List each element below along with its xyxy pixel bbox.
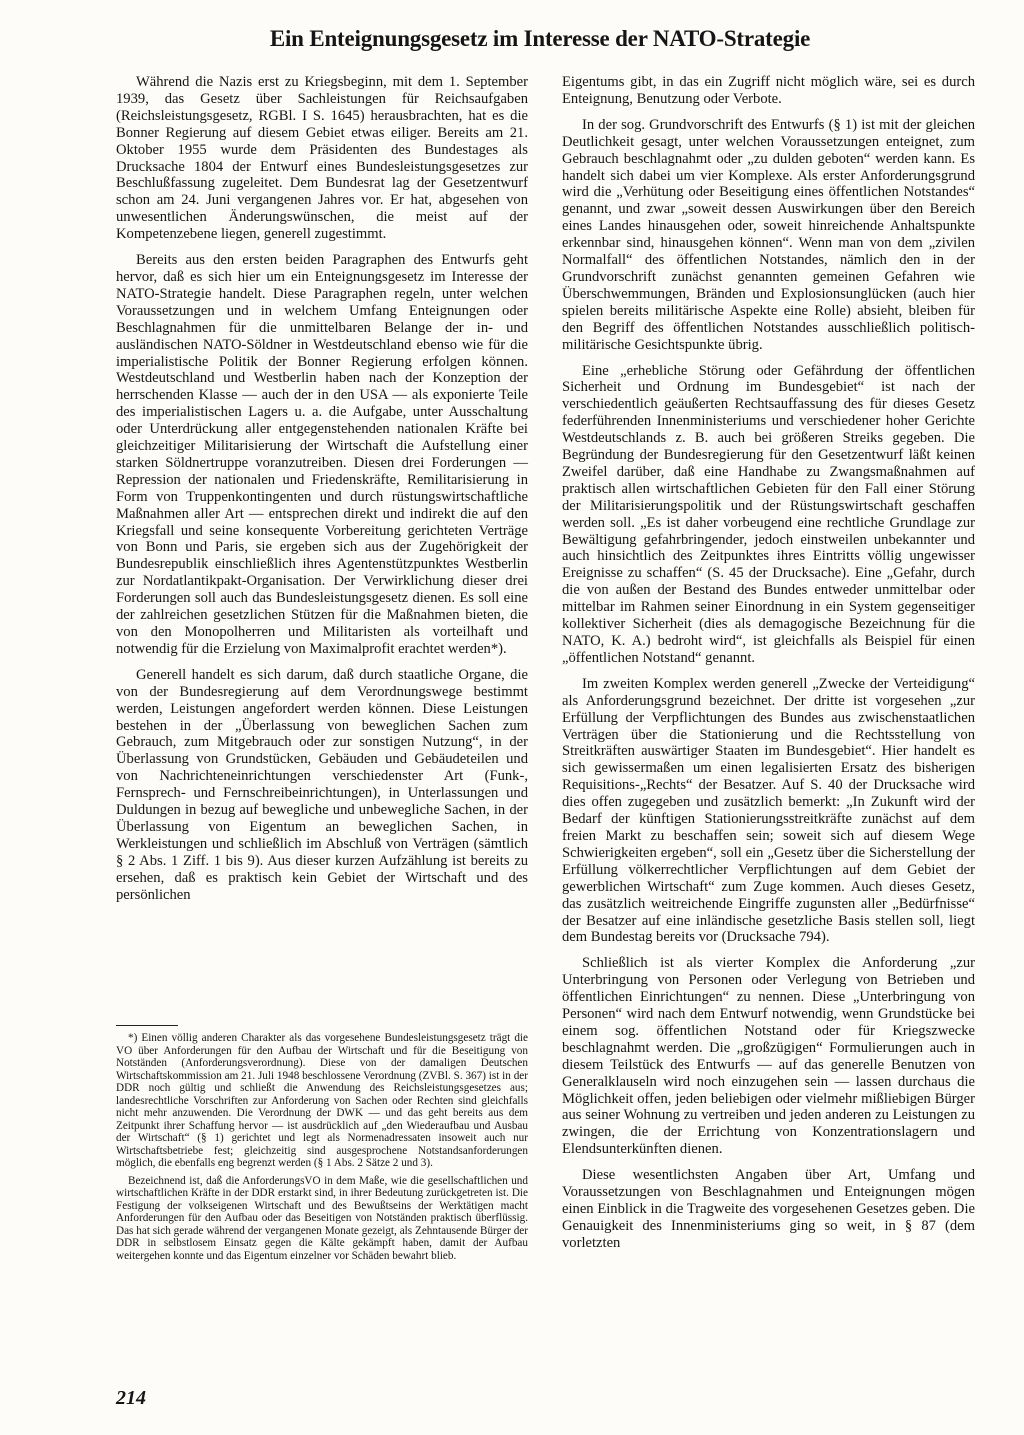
body-paragraph: Während die Nazis erst zu Kriegsbeginn, mit dem 1. September 1939, das Gesetz über Sachleistungen für Reichsaufgaben (Reichsleistungsgesetz, RGBl. I S. 1645) herausbrachten, hat es die Bonner Regierung auf diesem Gebiet etwas eiliger. Bereits am 21. Oktober 1955 wurde dem Präsidenten des Bundestages als Drucksache 1804 der Entwurf eines Bundesleistungsgesetzes zur Beschlußfassung zugeleitet. Dem Bundesrat lag der Gesetzentwurf schon am 24. Juni vergangenen Jahres vor. Er hat, abgesehen von unwesentlichen Änderungswünschen, die meist auf der Kompetenzebene liegen, generell zugestimmt. — [116, 74, 528, 243]
body-paragraph: Diese wesentlichsten Angaben über Art, Umfang und Voraussetzungen von Beschlagnahmen und Enteignungen mögen einen Einblick in die Tragweite des vorgesehenen Gesetzes geben. Die Genauigkeit des Innenministeriums ging so weit, in § 87 (dem vorletzten — [562, 1167, 975, 1251]
body-paragraph: In der sog. Grundvorschrift des Entwurfs (§ 1) ist mit der gleichen Deutlichkeit gesagt, unter welchen Voraussetzungen enteignet, zum Gebrauch beschlagnahmt oder „zu dulden geboten“ werden kann. Es handelt sich dabei um vier Komplexe. Als erster Anforderungsgrund wird die „Verhütung oder Beseitigung eines öffentlichen Notstandes“ genannt, und zwar „soweit dessen Auswirkungen über den Bereich eines Landes hinausgehen oder, soweit hinreichende Anhaltspunkte erkennbar sind, hinausgehen können“. Wenn man von dem „zivilen Normalfall“ des öffentlichen Notstandes, nämlich den in der Grundvorschrift zunächst genannten gemeinen Gefahren wie Überschwemmungen, Bränden und Explosionsunglücken (auch hier spielen bereits militärische Aspekte eine Rolle) absieht, bleiben für den Begriff des öffentlichen Notstandes ausschließlich politisch-militärische Gesichtspunkte übrig. — [562, 116, 975, 353]
left-column — [116, 74, 528, 913]
article-title: Ein Enteignungsgesetz im Interesse der NATO-Strategie — [269, 26, 811, 51]
footnote-divider — [116, 1025, 178, 1026]
body-paragraph: Im zweiten Komplex werden generell „Zwecke der Verteidigung“ als Anforderungsgrund bezeichnet. Der dritte ist vorgesehen „zur Erfüllung der Verpflichtungen des Bundes aus zwischenstaatlichen Verträgen über die Stationierung und die Rechtsstellung von Streitkräften auswärtiger Staaten im Bundesgebiet“. Hier handelt es sich gewissermaßen um einen legalisierten Ersatz des bisherigen Requisitions-„Rechts“ der Besatzer. Auf S. 40 der Drucksache wird dies offen zugegeben und zusätzlich bemerkt: „In Zukunft wird der Bedarf der künftigen Stationierungsstreitkräfte zunächst auf dem freien Markt zu beschaffen sein; soweit sich auf diesem Wege Schwierigkeiten ergeben“, soll ein „Gesetz über die Sicherstellung der Erfüllung völkerrechtlicher Verpflichtungen auf dem Gebiet der gewerblichen Wirtschaft“ zum Zuge kommen. Auch dieses Gesetz, das zusätzlich weitreichende Eingriffe zugunsten aller „Bedürfnisse“ der Besatzer auf eine inländische gesetzliche Basis stellen soll, liegt dem Bundestag bereits vor (Drucksache 794). — [562, 675, 975, 946]
footnotes — [116, 1032, 528, 1267]
body-paragraph: Eigentums gibt, in das ein Zugriff nicht möglich wäre, sei es durch Enteignung, Benutzung oder Verbote. — [562, 74, 975, 107]
body-paragraph: Bereits aus den ersten beiden Paragraphen des Entwurfs geht hervor, daß es sich hier um ein Enteignungsgesetz im Interesse der NATO-Strategie handelt. Diese Paragraphen regeln, unter welchen Voraussetzungen und in welchem Umfang Enteignungen oder Beschlagnahmen für die unmittelbaren Belange der in- und ausländischen NATO-Söldner in Westdeutschland ebenso wie für die imperialistische Politik der Bonner Regierung erfolgen können. Westdeutschland und Westberlin haben nach der Konzeption der herrschenden Klasse — auch der in den USA — als exponierte Teile des imperialistischen Lagers u. a. die Aufgabe, unter Ausschaltung oder Unterdrückung aller entgegenstehenden nationalen Kräfte bei gleichzeitiger Militarisierung der Wirtschaft die Aufstellung einer starken Söldnertruppe voranzutreiben. Diesen drei Forderungen — Repression der nationalen und Friedenskräfte, Remilitarisierung in Form von Truppenkontingenten und durch rüstungswirtschaftliche Maßnahmen aller Art — entsprechen direkt und indirekt die auf den Kriegsfall und seine konsequente Vorbereitung gerichteten Verträge von Bonn und Paris, sie ergeben sich aus der Zugehörigkeit der Bundesrepublik einschließlich ihres Agentenstützpunktes Westberlin zur Nordatlantikpakt-Organisation. Der Verwirklichung dieser drei Forderungen soll auch das Bundesleistungsgesetz dienen. Es soll eine der zahlreichen gesetzlichen Stützen für die Maßnahmen bieten, die von den Monopolherren und Militaristen als vorteilhaft und notwendig für die Erzielung von Maximalprofit erachtet werden*). — [116, 252, 528, 657]
body-paragraph: Eine „erhebliche Störung oder Gefährdung der öffentlichen Sicherheit und Ordnung im Bundesgebiet“ ist nach der verschiedentlich geäußerten Rechtsauffassung des für dieses Gesetz federführenden Innenministeriums und verschiedener hoher Gerichte Westdeutschlands z. B. auch bei größeren Streiks gegeben. Die Begründung der Bundesregierung für den Gesetzentwurf läßt keinen Zweifel darüber, daß eine Handhabe zu Zwangsmaßnahmen auf praktisch allen wirtschaftlichen Gebieten für den Fall einer Störung der Militarisierungspolitik und der Rüstungswirtschaft geschaffen werden soll. „Es ist daher vorbeugend eine rechtliche Grundlage zur Bewältigung gefahrbringender, jedoch einstweilen unbekannter und auch hinsichtlich des Zeitpunktes ihres Eintritts völlig ungewisser Ereignisse zu schaffen“ (S. 45 der Drucksache). Eine „Gefahr, durch die von außen der Bestand des Bundes entweder unmittelbar oder mittelbar im Rahmen seiner Einordnung in ein System gegenseitiger kollektiver Sicherheit (dies als demagogische Bezeichnung für die NATO, K. A.) bedroht wird“, ist gleichfalls als Beispiel für einen „öffentlichen Notstand“ genannt. — [562, 362, 975, 666]
right-column — [562, 74, 975, 1261]
footnote-paragraph: *) Einen völlig anderen Charakter als das vorgesehene Bundesleistungsgesetz trägt die VO über Anforderungen für den Aufbau der Wirtschaft und für die Beseitigung von Notständen (Anforderungsverordnung). Diese von der damaligen Deutschen Wirtschaftskommission am 21. Juli 1948 beschlossene Verordnung (ZVBl. S. 367) ist in der DDR noch gültig und schließt die Anwendung des Reichsleistungsgesetzes aus; landesrechtliche Vorschriften zur Anforderung von Sachen oder Rechten sind gleichfalls nicht mehr anzuwenden. Die Verordnung der DWK — und das geht bereits aus dem Zeitpunkt ihrer Schaffung hervor — ist ausdrücklich auf „den Wiederaufbau und Ausbau der Wirtschaft“ (§ 1) gerichtet und legt als Normenadressaten insoweit auch nur Wirtschaftsbetriebe fest; gleichzeitig sind ausgesprochene Notstandsanforderungen möglich, die ebenfalls eng begrenzt werden (§ 1 Abs. 2 Sätze 2 und 3). — [116, 1032, 528, 1169]
body-paragraph: Generell handelt es sich darum, daß durch staatliche Organe, die von der Bundesregierung auf dem Verordnungswege bestimmt werden, Leistungen angefordert werden können. Diese Leistungen bestehen in der „Überlassung von beweglichen Sachen zum Gebrauch, zum Mitgebrauch oder zur sonstigen Nutzung“, in der Überlassung von Grundstücken, Gebäuden und Gebäudeteilen und von Nachrichteneinrichtungen verschiedenster Art (Funk-, Fernsprech- und Fernschreibeinrichtungen), in Unterlassungen und Duldungen in bezug auf bewegliche und unbewegliche Sachen, in der Überlassung von Eigentum an beweglichen Sachen, in Werkleistungen und schließlich im Abschluß von Verträgen (sämtlich § 2 Abs. 1 Ziff. 1 bis 9). Aus dieser kurzen Aufzählung ist bereits zu ersehen, daß es praktisch kein Gebiet der Wirtschaft und des persönlichen — [116, 666, 528, 903]
footnote-paragraph: Bezeichnend ist, daß die AnforderungsVO in dem Maße, wie die gesellschaftlichen und wirtschaftlichen Kräfte in der DDR erstarkt sind, in ihrer Bedeutung zurückgetreten ist. Die Festigung der volkseigenen Wirtschaft und des Bewußtseins der Werktätigen macht Anforderungen für den Aufbau oder das Beseitigen von Notständen praktisch überflüssig. Das hat sich gerade während der vergangenen Monate gezeigt, als Zehntausende Bürger der DDR in selbstlosem Einsatz gegen die Kälte gekämpft haben, damit der Aufbau weitergehen konnte und das Eigentum einzelner vor Schäden bewahrt blieb. — [116, 1174, 528, 1262]
body-paragraph: Schließlich ist als vierter Komplex die Anforderung „zur Unterbringung von Personen oder Verlegung von Betrieben und öffentlichen Einrichtungen“ zu nennen. Diese „Unterbringung von Personen“ wird nach dem Entwurf notwendig, wenn Grundstücke bei einem sog. öffentlichen Notstand oder für Kriegszwecke beschlagnahmt werden. Die „großzügigen“ Formulierungen auch in diesem Teilstück des Entwurfs — auf das generelle Benutzen von Generalklauseln wird noch einzugehen sein — lassen durchaus die Möglichkeit offen, jeden beliebigen oder vielmehr mißliebigen Bürger aus seiner Wohnung zu vertreiben und jeden anderen zu Leistungen zu zwingen, die der Errichtung von Konzentrationslagern und Elendsunterkünften dienen. — [562, 955, 975, 1158]
page-number: 214 — [116, 1387, 146, 1409]
